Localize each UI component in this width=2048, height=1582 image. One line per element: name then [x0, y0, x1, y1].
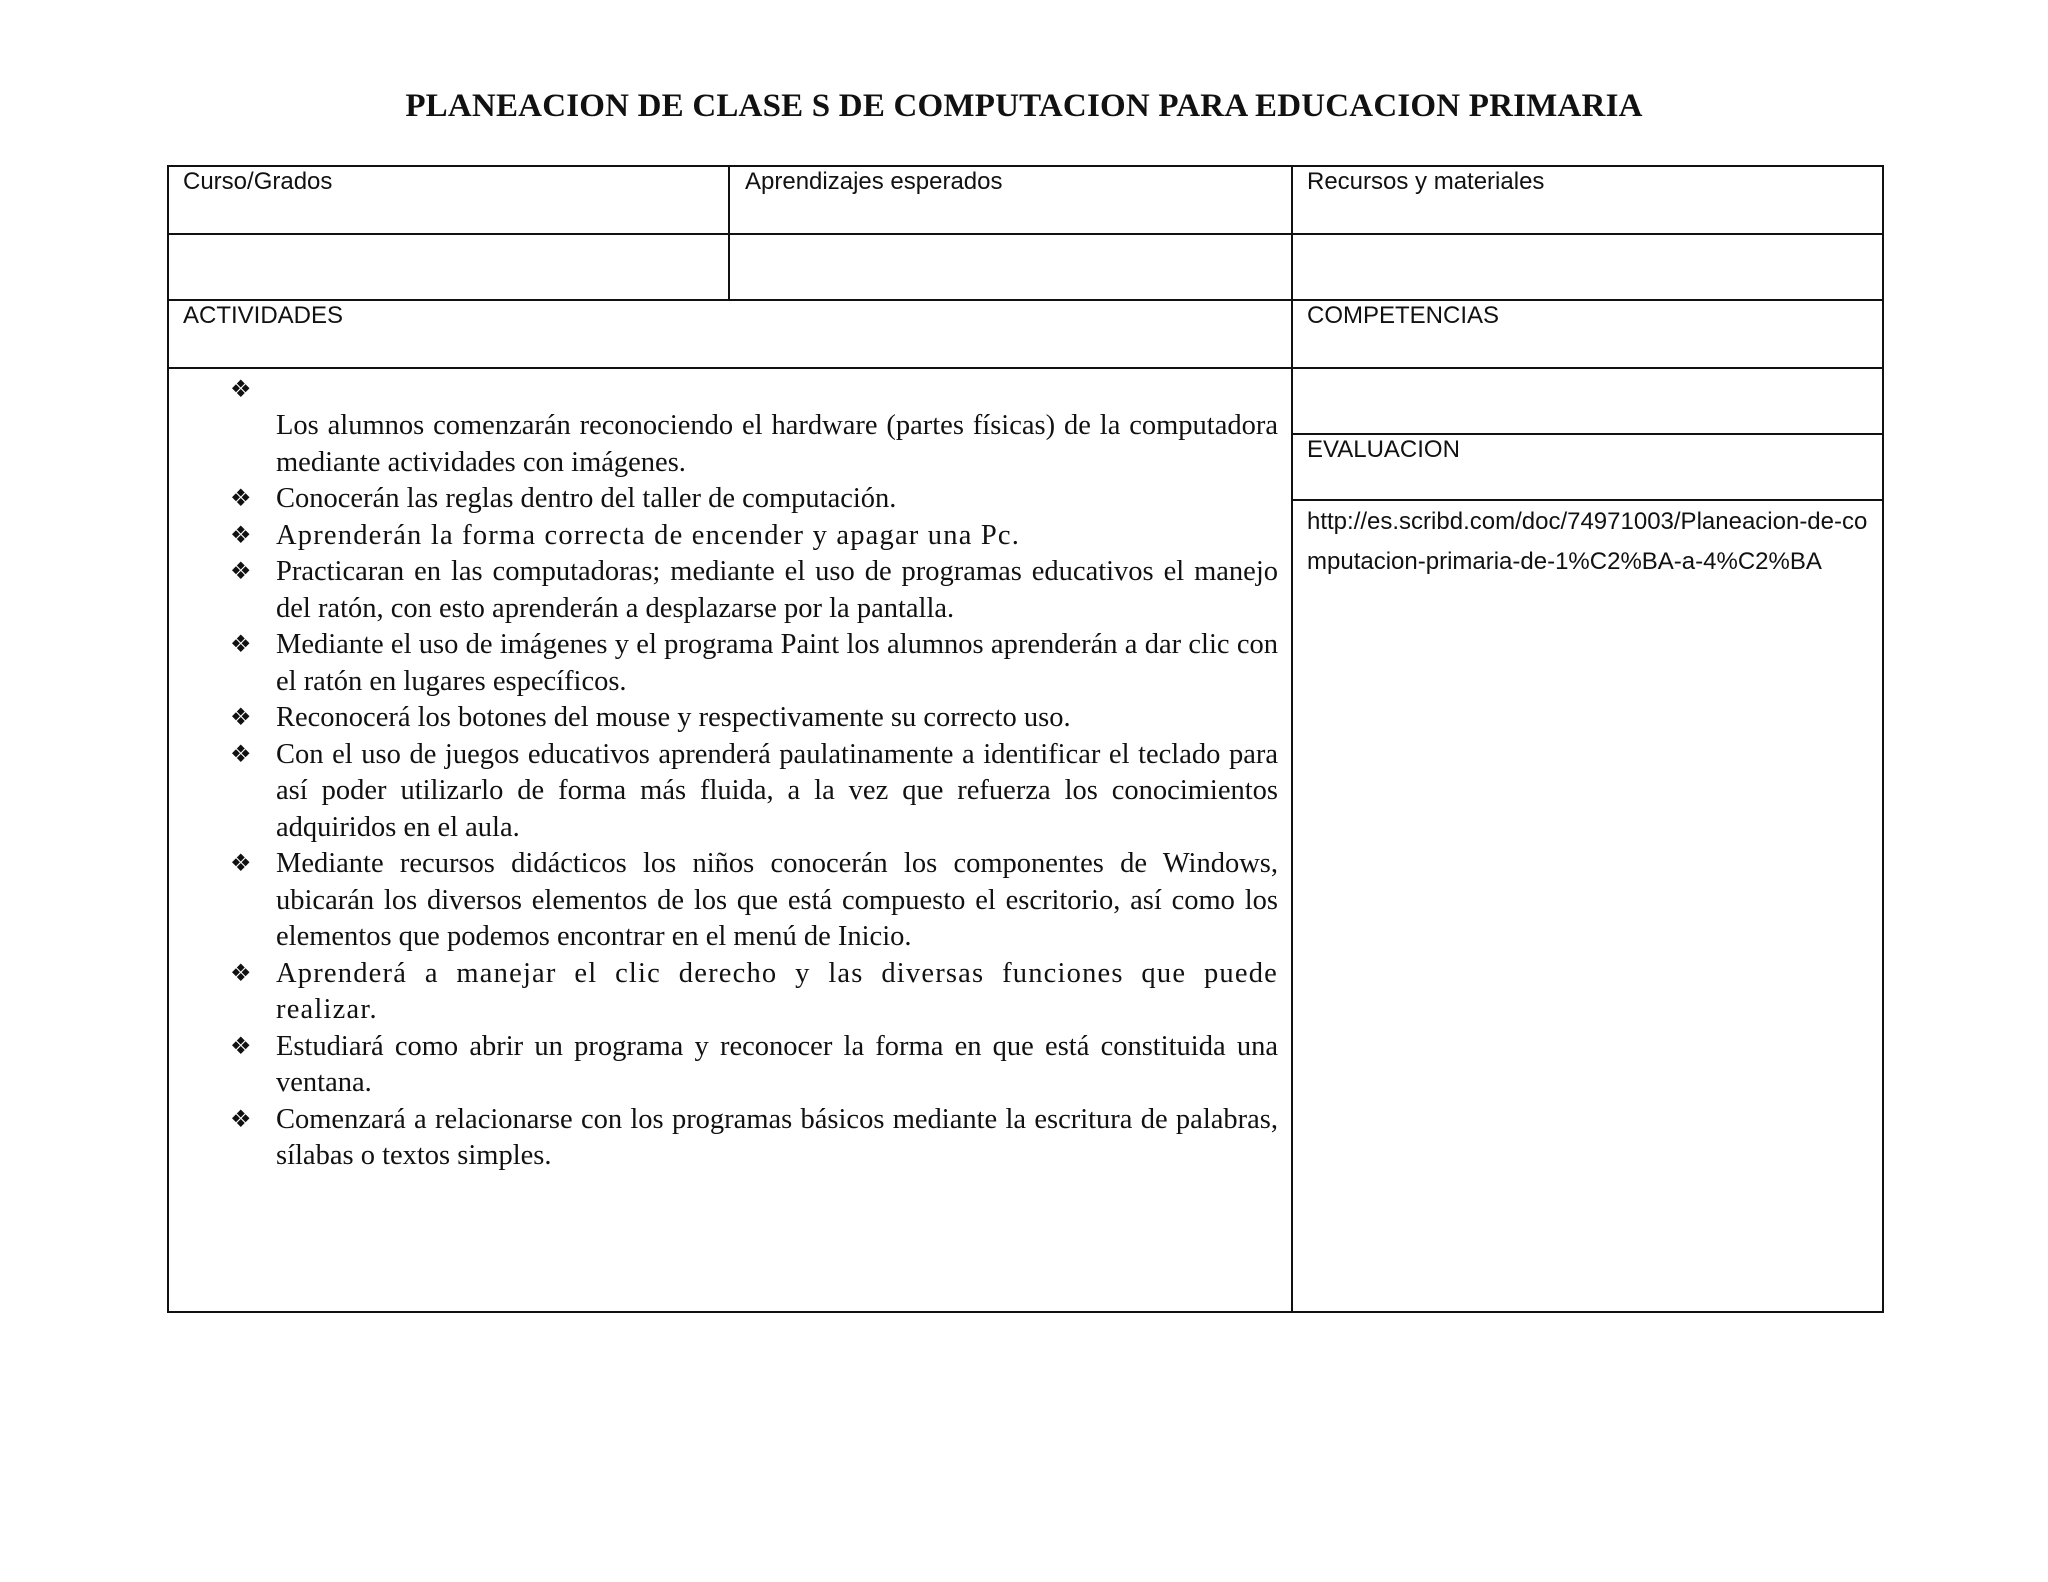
table-divider — [1291, 499, 1884, 501]
list-item: ❖ Los alumnos comenzarán reconociendo el hardware (partes físicas) de la computadora mediante actividades con imágenes. — [230, 372, 1278, 481]
list-item: ❖ Reconocerá los botones del mouse y respectivamente su correcto uso. — [230, 700, 1278, 737]
list-item: ❖ Comenzará a relacionarse con los programas básicos mediante la escritura de palabras, sílabas o textos simples. — [230, 1103, 1278, 1171]
list-item: ❖ Mediante recursos didácticos los niños conocerán los componentes de Windows, ubicarán los diversos elementos de los que está compuesto el escritorio, así como los elementos que podemos encontrar en el menú de Inicio. — [230, 848, 1278, 952]
diamond-bullet-icon: ❖ — [230, 632, 252, 658]
diamond-bullet-icon: ❖ — [230, 960, 253, 987]
table-divider — [1291, 165, 1293, 1313]
diamond-bullet-icon: ❖ — [230, 1033, 252, 1060]
header-aprendizajes-esperados: Aprendizajes esperados — [745, 168, 1003, 195]
list-item: ❖ Estudiará como abrir un programa y reconocer la forma en que está constituida una ventana. — [230, 1030, 1278, 1098]
table-divider — [167, 233, 1884, 235]
list-item: ❖ Aprenderá a manejar el clic derecho y las diversas funciones que puede realizar. — [230, 957, 1278, 1025]
list-item: ❖ Aprenderán la forma correcta de encender y apagar una Pc. — [230, 518, 1278, 555]
table-divider — [728, 165, 730, 301]
diamond-bullet-icon: ❖ — [230, 559, 252, 585]
list-item: ❖ Con el uso de juegos educativos aprenderá paulatinamente a identificar el teclado para así poder utilizarlo de forma más fluida, a la vez que refuerza los conocimientos adquiridos en el aula. — [230, 738, 1278, 843]
diamond-bullet-icon: ❖ — [230, 851, 252, 877]
list-item: ❖ Practicaran en las computadoras; mediante el uso de programas educativos el manejo del ratón, con esto aprenderán a desplazarse por la pantalla. — [230, 556, 1278, 624]
diamond-bullet-icon: ❖ — [230, 377, 252, 403]
diamond-bullet-icon: ❖ — [230, 486, 252, 512]
header-curso-grados: Curso/Grados — [183, 168, 333, 195]
activities-list — [230, 372, 1278, 1175]
table-divider — [1291, 433, 1884, 435]
list-item: ❖ Conocerán las reglas dentro del taller de computación. — [230, 481, 1278, 518]
diamond-bullet-icon: ❖ — [230, 705, 252, 731]
evaluation-reference-link: http://es.scribd.com/doc/74971003/Planeacion-de-computacion-primaria-de-1%C2%BA-a-4%C2%BA — [1307, 508, 1868, 575]
diamond-bullet-icon: ❖ — [230, 522, 253, 549]
header-competencias: COMPETENCIAS — [1307, 302, 1500, 329]
list-item: ❖ Mediante el uso de imágenes y el programa Paint los alumnos aprenderán a dar clic con el ratón en lugares específicos. — [230, 629, 1278, 697]
table-divider — [167, 367, 1884, 369]
diamond-bullet-icon: ❖ — [230, 1106, 252, 1133]
document-title: PLANEACION DE CLASE S DE COMPUTACION PARA EDUCACION PRIMARIA — [405, 88, 1643, 124]
header-actividades: ACTIVIDADES — [183, 302, 344, 329]
header-recursos-materiales: Recursos y materiales — [1307, 168, 1545, 195]
table-divider — [167, 299, 1884, 301]
header-evaluacion: EVALUACION — [1307, 436, 1460, 463]
diamond-bullet-icon: ❖ — [230, 741, 252, 768]
